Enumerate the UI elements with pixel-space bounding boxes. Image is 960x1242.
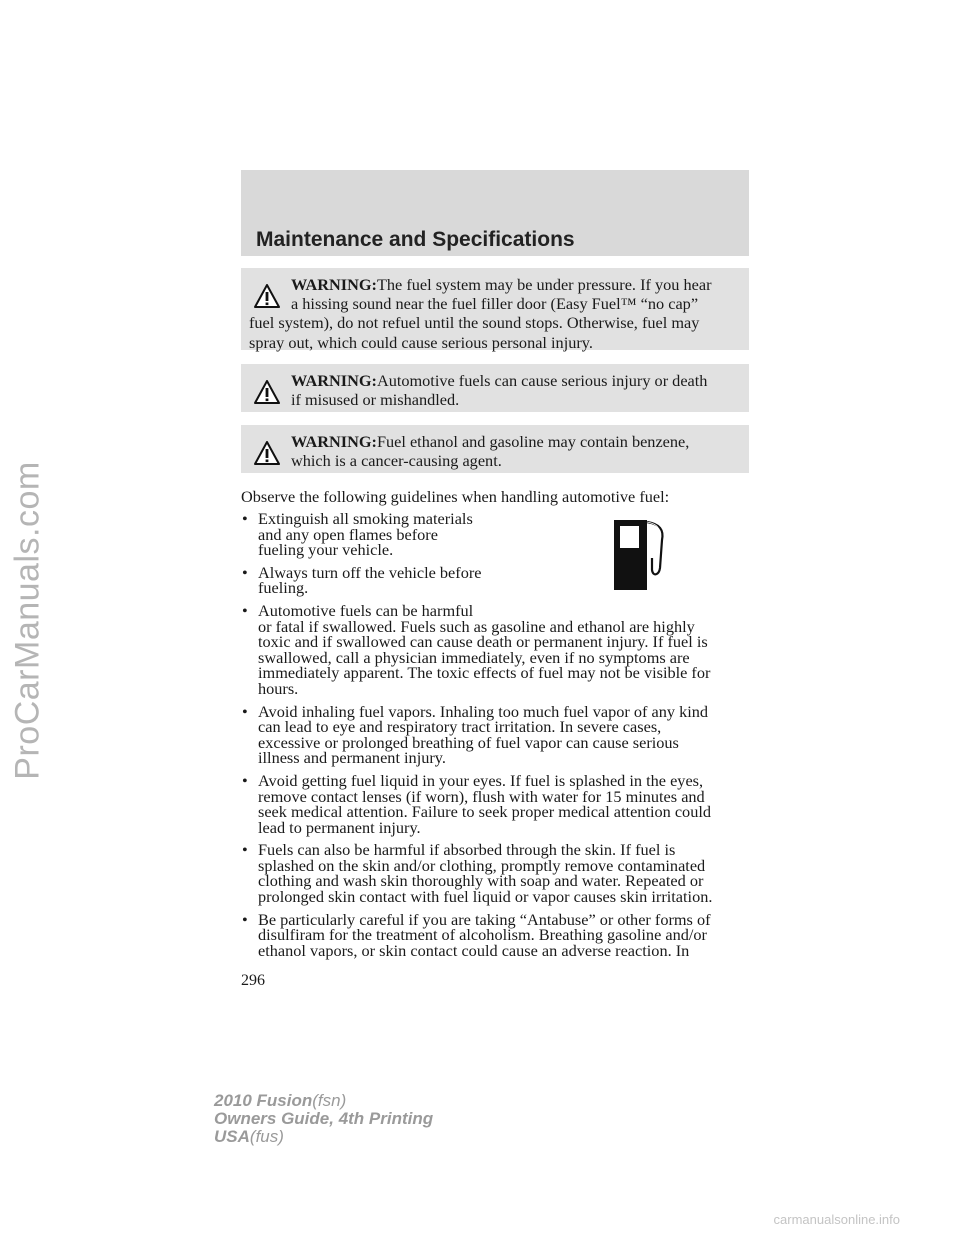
guidelines-intro: Observe the following guidelines when handling automotive fuel: [241, 487, 670, 506]
guidelines-list [241, 511, 751, 965]
site-credit: carmanualsonline.info [773, 1212, 900, 1227]
warning-label: WARNING: [291, 432, 377, 451]
side-watermark [4, 240, 52, 1000]
warning-box-pressure [241, 268, 749, 350]
warning-line: WARNING:Automotive fuels can cause serious injury or death [291, 371, 708, 390]
warning-line: WARNING:Fuel ethanol and gasoline may contain benzene, [291, 432, 690, 451]
watermark-text: ProCarManuals.com [8, 460, 47, 780]
list-item: • Fuels can also be harmful if absorbed through the skin. If fuel is splashed on the skin and/or clothing, promptly remove contaminated clothing and wash skin thoroughly with soap and water. Repeated or prolonged skin contact with fuel liquid or vapor causes skin irritation. [241, 842, 751, 904]
warning-line: spray out, which could cause serious personal injury. [249, 332, 593, 352]
warning-triangle-icon [254, 380, 280, 404]
footer-line: 2010 Fusion(fsn) [214, 1091, 347, 1110]
list-item: • Extinguish all smoking materials and any open flames before fueling your vehicle. [241, 511, 751, 558]
list-item: • Avoid inhaling fuel vapors. Inhaling too much fuel vapor of any kind can lead to eye and respiratory tract irritation. In severe cases, excessive or prolonged breathing of fuel vapor can cause serious illness and permanent injury. [241, 704, 751, 766]
warning-label: WARNING: [291, 371, 377, 390]
footer-line: USA(fus) [214, 1127, 284, 1146]
section-title: Maintenance and Specifications [256, 228, 575, 251]
warning-line: if misused or mishandled. [291, 390, 460, 410]
section-header [241, 170, 749, 256]
list-item: • Always turn off the vehicle before fueling. [241, 565, 751, 596]
warning-line: fuel system), do not refuel until the sound stops. Otherwise, fuel may [249, 313, 700, 333]
warning-triangle-icon [254, 284, 280, 308]
warning-triangle-icon [254, 441, 280, 465]
list-item: • Automotive fuels can be harmful or fatal if swallowed. Fuels such as gasoline and ethanol are highly toxic and if swallowed can cause death or permanent injury. If fuel is swallowed, call a physician immediately, even if no symptoms are immediately apparent. The toxic effects of fuel may not be visible for hours. [241, 603, 751, 697]
warning-label: WARNING: [291, 275, 377, 294]
warning-line: which is a cancer-causing agent. [291, 451, 502, 471]
list-item: • Be particularly careful if you are taking “Antabuse” or other forms of disulfiram for the treatment of alcoholism. Breathing gasoline and/or ethanol vapors, or skin contact could cause an adverse reaction. In [241, 912, 751, 959]
warning-line: WARNING:The fuel system may be under pressure. If you hear [291, 275, 712, 294]
page-number: 296 [241, 972, 265, 989]
warning-box-misuse [241, 364, 749, 412]
warning-line: a hissing sound near the fuel filler door (Easy Fuel™ “no cap” [291, 294, 699, 314]
document-footer [214, 1092, 433, 1146]
warning-box-benzene [241, 425, 749, 473]
footer-line: Owners Guide, 4th Printing [214, 1109, 434, 1128]
list-item: • Avoid getting fuel liquid in your eyes. If fuel is splashed in the eyes, remove contact lenses (if worn), flush with water for 15 minutes and seek medical attention. Failure to seek proper medical attention could lead to permanent injury. [241, 773, 751, 835]
